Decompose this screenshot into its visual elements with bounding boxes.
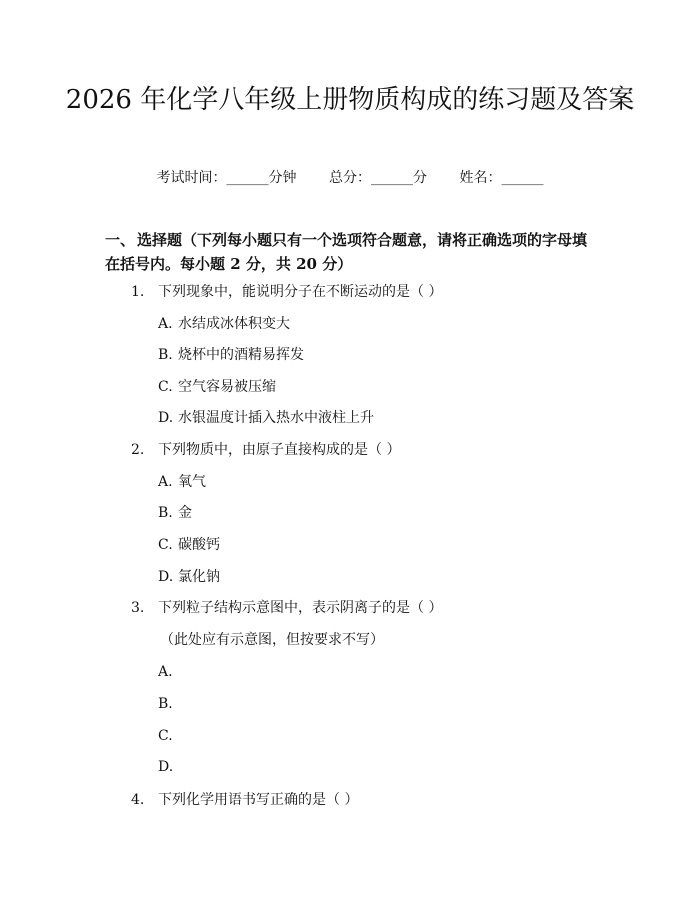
question-3 xyxy=(131,598,442,618)
option-3b xyxy=(158,694,178,714)
question-2 xyxy=(131,440,400,460)
exam-info-line xyxy=(0,168,700,188)
total-score xyxy=(329,168,427,188)
question-4 xyxy=(131,790,358,810)
option-letter: D. xyxy=(158,759,174,775)
option-2c xyxy=(158,535,220,555)
question-number: 4. xyxy=(131,792,145,808)
option-text: 金 xyxy=(178,505,192,521)
question-text: 下列粒子结构示意图中，表示阴离子的是（ ） xyxy=(158,600,443,616)
option-letter: C. xyxy=(158,379,173,395)
option-3d xyxy=(158,757,178,777)
option-letter: C. xyxy=(158,537,173,553)
option-text: 烧杯中的酒精易挥发 xyxy=(178,347,304,363)
option-letter: B. xyxy=(158,505,173,521)
question-text: 下列物质中，由原子直接构成的是（ ） xyxy=(158,442,401,458)
option-2d xyxy=(158,567,220,587)
student-name xyxy=(459,168,543,188)
score-label: 总分： xyxy=(329,170,371,186)
option-2a xyxy=(158,472,206,492)
option-1b xyxy=(158,345,304,365)
exam-time-unit: 分钟 xyxy=(268,170,297,186)
question-number: 2. xyxy=(131,442,145,458)
option-1a xyxy=(158,314,290,334)
question-1 xyxy=(131,282,442,302)
option-text: 水银温度计插入热水中液柱上升 xyxy=(178,410,374,426)
name-label: 姓名： xyxy=(459,170,502,186)
option-letter: B. xyxy=(158,347,173,363)
section-title-text: 选择题（下列每小题只有一个选项符合题意，请将正确选项的字母填在括号内。每小题 2 分，共 20 分） xyxy=(105,231,588,273)
question-text: 下列现象中，能说明分子在不断运动的是（ ） xyxy=(158,284,443,300)
option-letter: D. xyxy=(158,569,174,585)
score-unit: 分 xyxy=(413,170,427,186)
question-number: 1. xyxy=(131,284,145,300)
option-text: 氯化钠 xyxy=(178,569,220,585)
option-text: 氧气 xyxy=(178,474,206,490)
option-letter: A. xyxy=(158,474,173,490)
exam-time xyxy=(157,168,297,188)
document-title: 2026 年化学八年级上册物质构成的练习题及答案 xyxy=(65,85,635,115)
option-2b xyxy=(158,503,192,523)
option-letter: B. xyxy=(158,696,173,712)
section-heading xyxy=(105,228,600,276)
option-text: 空气容易被压缩 xyxy=(178,379,276,395)
option-1d xyxy=(158,408,374,428)
option-3c xyxy=(158,726,178,746)
name-blank: ______ xyxy=(501,170,544,186)
exam-time-blank: ______ xyxy=(226,170,269,186)
option-3a xyxy=(158,662,178,682)
option-text: 碳酸钙 xyxy=(178,537,220,553)
option-letter: C. xyxy=(158,728,173,744)
option-text: 水结成冰体积变大 xyxy=(178,316,290,332)
question-number: 3. xyxy=(131,600,145,616)
section-number: 一、 xyxy=(105,231,136,249)
option-letter: A. xyxy=(158,664,173,680)
option-1c xyxy=(158,377,276,397)
option-letter: A. xyxy=(158,316,173,332)
question-3-note: （此处应有示意图，但按要求不写） xyxy=(160,632,384,648)
exam-time-label: 考试时间： xyxy=(156,170,227,186)
question-text: 下列化学用语书写正确的是（ ） xyxy=(158,792,359,808)
score-blank: ______ xyxy=(371,170,413,186)
option-letter: D. xyxy=(158,410,174,426)
